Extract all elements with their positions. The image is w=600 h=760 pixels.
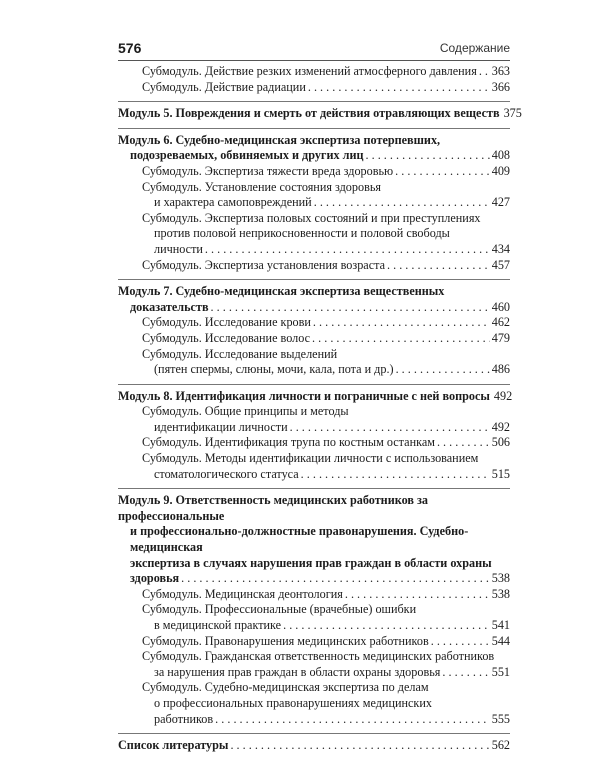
toc-submodule-entry[interactable] (118, 451, 510, 482)
toc-entry-text: стоматологического статуса (154, 466, 299, 481)
toc-module-entry[interactable] (118, 133, 510, 164)
toc-entry-text: здоровья (130, 571, 180, 586)
toc-entry-text: Субмодуль. Исследование волос (142, 330, 311, 345)
dot-leader (205, 242, 490, 258)
toc-entry-text: подозреваемых, обвиняемых и других лиц (130, 148, 364, 163)
toc-entry-text: Субмодуль. Установление состояния здоровья (142, 179, 381, 194)
toc-page-number: 506 (491, 435, 510, 450)
toc-entry-text: против половой неприкосновенности и половой свободы (154, 226, 450, 241)
toc-submodule-entry[interactable] (118, 164, 510, 180)
toc-entry-text: доказательств (130, 299, 209, 314)
toc-page-number: 544 (491, 633, 510, 648)
toc-entry-text: Субмодуль. Общие принципы и методы (142, 404, 349, 419)
toc-submodule-entry[interactable] (118, 435, 510, 451)
toc-page-number: 409 (491, 163, 510, 178)
dot-leader (314, 195, 490, 211)
toc-group (118, 280, 510, 385)
toc-submodule-entry[interactable] (118, 404, 510, 435)
dot-leader (442, 665, 489, 681)
dot-leader (345, 587, 490, 603)
toc-page-number: 375 (503, 106, 522, 121)
toc-module-entry[interactable] (118, 388, 513, 405)
dot-leader (431, 634, 490, 650)
toc-submodule-entry[interactable] (118, 80, 510, 96)
toc-entry-text: работников (154, 711, 214, 726)
toc-submodule-entry[interactable] (118, 180, 510, 211)
toc-entry-text: Субмодуль. Профессиональные (врачебные) ошибки (142, 602, 417, 617)
dot-leader (479, 64, 490, 80)
toc-page-number: 551 (491, 664, 510, 679)
toc-group (118, 129, 510, 280)
toc-entry-text: в медицинской практике (154, 618, 282, 632)
toc-page-number: 462 (491, 315, 510, 330)
dot-leader (313, 315, 490, 331)
toc-submodule-entry[interactable] (118, 347, 510, 378)
toc-entry-text: за нарушения прав граждан в области охраны здоровья (154, 664, 441, 679)
toc-entry-text: Субмодуль. Идентификация трупа по костным останкам (142, 435, 435, 450)
toc-group (118, 102, 522, 129)
dot-leader (230, 738, 489, 754)
page-number: 576 (118, 40, 142, 56)
toc-page-number: 538 (491, 586, 510, 601)
toc-page-number: 366 (491, 79, 510, 94)
toc-submodule-entry[interactable] (118, 64, 510, 80)
toc-module-entry[interactable] (118, 738, 510, 754)
toc-page-number: 538 (491, 571, 510, 586)
toc-group (118, 64, 510, 102)
toc-page-number: 492 (491, 419, 510, 434)
dot-leader (301, 467, 490, 483)
toc-submodule-entry[interactable] (118, 602, 510, 633)
toc-submodule-entry[interactable] (118, 649, 510, 680)
toc-page-number: 486 (491, 362, 510, 377)
toc-module-entry[interactable] (118, 493, 510, 587)
toc-entry-text: Модуль 5. Повреждения и смерть от действия отравляющих веществ (118, 106, 500, 121)
toc-entry-text: Субмодуль. Правонарушения медицинских работников (142, 633, 429, 648)
dot-leader (308, 80, 490, 96)
toc-page-number: 363 (491, 64, 510, 78)
dot-leader (366, 148, 490, 164)
table-of-contents (118, 64, 522, 760)
toc-submodule-entry[interactable] (118, 634, 510, 650)
toc-entry-text: Субмодуль. Экспертиза тяжести вреда здоровью (142, 163, 394, 178)
toc-page-number: 434 (491, 241, 510, 256)
toc-page-number: 515 (491, 466, 510, 481)
toc-page-number: 555 (491, 711, 510, 726)
toc-entry-text: о профессиональных правонарушениях медицинских (154, 695, 432, 710)
toc-entry-text: Субмодуль. Медицинская деонтология (142, 586, 343, 601)
dot-leader (437, 435, 490, 451)
toc-module-entry[interactable] (118, 106, 522, 122)
dot-leader (283, 618, 490, 634)
toc-page-number: 479 (491, 330, 510, 345)
dot-leader (181, 571, 490, 587)
dot-leader (215, 712, 490, 728)
dot-leader (396, 362, 490, 378)
toc-entry-text: и характера самоповреждений (154, 195, 312, 210)
toc-entry-text: Субмодуль. Экспертиза половых состояний и при преступлениях (142, 210, 481, 225)
toc-group (118, 385, 513, 490)
running-header (118, 38, 510, 61)
dot-leader (312, 331, 490, 347)
toc-entry-text: Субмодуль. Действие радиации (142, 79, 306, 94)
toc-submodule-entry[interactable] (118, 680, 510, 727)
toc-entry-text: Субмодуль. Гражданская ответственность медицинских работников (142, 649, 495, 664)
toc-page-number: 408 (491, 148, 510, 163)
toc-entry-text: Субмодуль. Методы идентификации личности с использованием (142, 451, 479, 466)
toc-page-number: 492 (493, 388, 513, 403)
toc-entry-text: Модуль 9. Ответственность медицинских работников за профессиональные (118, 493, 428, 523)
toc-entry-text: Модуль 8. Идентификация личности и пограничные с ней вопросы (118, 388, 490, 403)
toc-entry-text: экспертиза в случаях нарушения прав граждан в области охраны (130, 555, 492, 570)
toc-submodule-entry[interactable] (118, 587, 510, 603)
dot-leader (395, 164, 490, 180)
toc-entry-text: Модуль 6. Судебно-медицинская экспертиза потерпевших, (118, 132, 441, 147)
toc-entry-text: Субмодуль. Исследование крови (142, 315, 311, 330)
toc-submodule-entry[interactable] (118, 258, 510, 274)
section-title: Содержание (439, 41, 510, 55)
toc-entry-text: Субмодуль. Действие резких изменений атмосферного давления (142, 64, 477, 78)
toc-submodule-entry[interactable] (118, 315, 510, 331)
dot-leader (290, 420, 490, 436)
toc-entry-text: Субмодуль. Экспертиза установления возраста (142, 257, 386, 272)
toc-module-entry[interactable] (118, 284, 510, 315)
dot-leader (211, 300, 490, 316)
toc-entry-text: и профессионально-должностные правонарушения. Судебно-медицинская (130, 524, 469, 555)
toc-entry-text: личности (154, 241, 203, 256)
toc-page-number: 460 (491, 299, 510, 314)
toc-page-number: 457 (491, 257, 510, 272)
toc-entry-text: Модуль 7. Судебно-медицинская экспертиза вещественных (118, 284, 445, 299)
dot-leader (387, 258, 490, 274)
toc-group (118, 489, 510, 734)
toc-page-number: 541 (491, 618, 510, 632)
toc-entry-text: (пятен спермы, слюны, мочи, кала, пота и др.) (154, 362, 394, 377)
toc-submodule-entry[interactable] (118, 211, 510, 258)
toc-page-number: 427 (491, 195, 510, 210)
toc-entry-text: Субмодуль. Судебно-медицинская экспертиза по делам (142, 680, 429, 695)
toc-submodule-entry[interactable] (118, 331, 510, 347)
toc-entry-text: идентификации личности (154, 419, 288, 434)
toc-group (118, 734, 510, 760)
toc-entry-text: Список литературы (118, 738, 229, 753)
toc-page-number: 562 (491, 738, 510, 753)
toc-entry-text: Субмодуль. Исследование выделений (142, 346, 338, 361)
